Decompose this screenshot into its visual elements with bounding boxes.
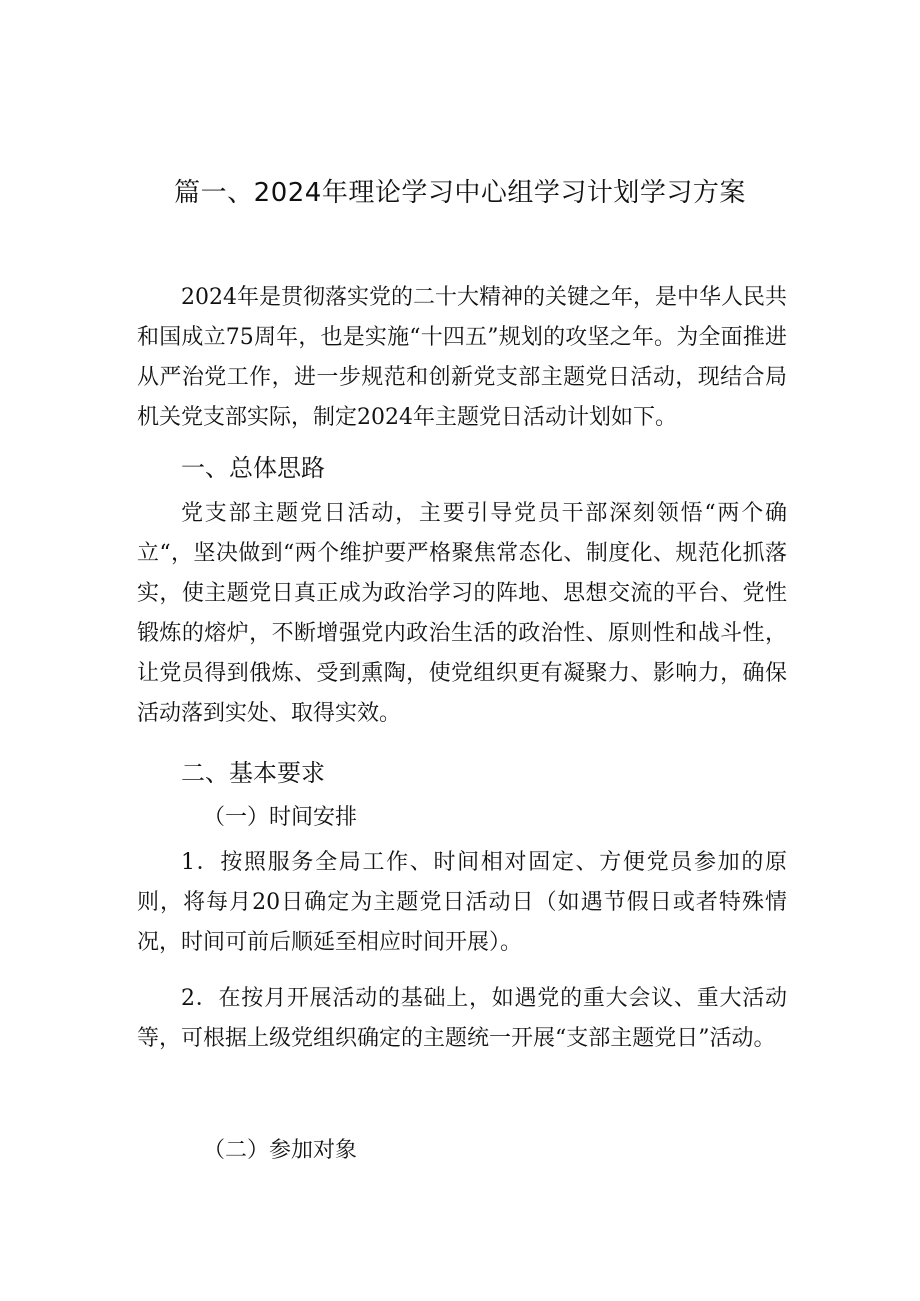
document-title: 篇一、2024年理论学习中心组学习计划学习方案 (174, 178, 746, 208)
section-2-heading: 二、基本要求 (181, 759, 325, 787)
section-1-paragraph: 党支部主题党日活动，主要引导党员干部深刻领悟“两个确立“，坚决做到“两个维护要严格聚焦常态化、制度化、规范化抓落实，使主题党日真正成为政治学习的阵地、思想交流的平台、党性锻炼的熔炉，不断增强党内政治生活的政治性、原则性和战斗性，让党员得到俄炼、受到熏陶，使党组织更有凝聚力、影响力，确保活动落到实处、取得实效。 (137, 501, 787, 726)
time-item-2: 2．在按月开展活动的基础上，如遇党的重大会议、重大活动等，可根据上级党组织确定的主题统一开展“支部主题党日”活动。 (137, 986, 787, 1051)
intro-paragraph: 2024年是贯彻落实党的二十大精神的关键之年，是中华人民共和国成立75周年，也是实施“十四五”规划的攻坚之年。为全面推进从严治党工作，进一步规范和创新党支部主题党日活动，现结合局机关党支部实际，制定2024年主题党日活动计划如下。 (137, 285, 787, 430)
section-1-heading: 一、总体思路 (181, 454, 325, 482)
time-item-1: 1．按照服务全局工作、时间相对固定、方便党员参加的原则，将每月20日确定为主题党日活动日（如遇节假日或者特殊情况，时间可前后顺延至相应时间开展）。 (137, 850, 787, 955)
subsection-time-heading: （一）时间安排 (203, 805, 358, 830)
subsection-participants-heading: （二）参加对象 (203, 1138, 358, 1163)
